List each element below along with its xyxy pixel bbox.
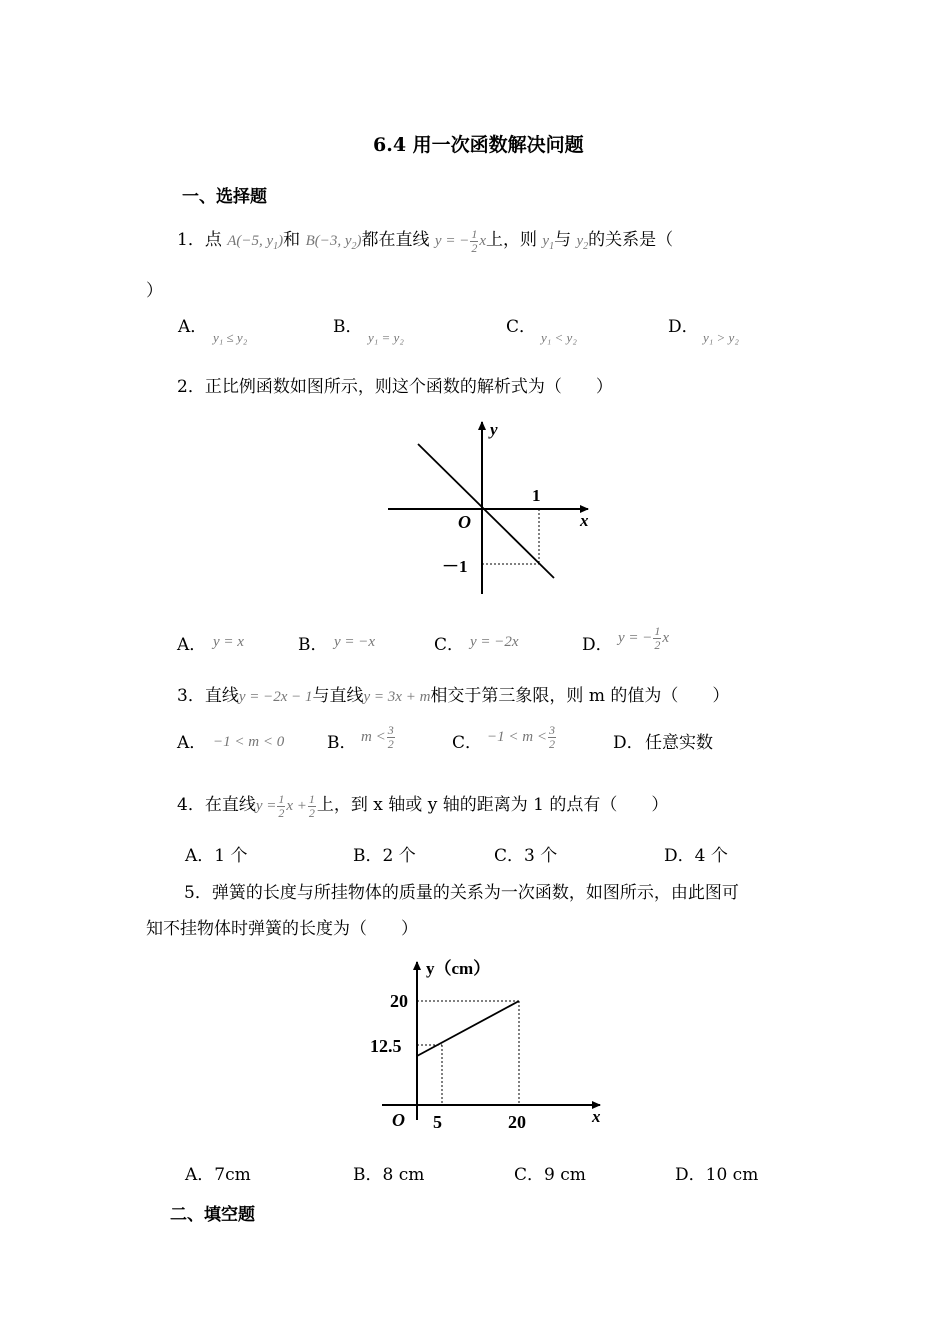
question-4: 4．在直线y = $\frac{1}{2}$ x + $\frac{1}{2}$ 上，到 x 轴或 y 轴的距离为 1 的点有（ ） xyxy=(177,792,669,820)
q1-continuation: ） xyxy=(146,281,163,301)
q3-option-a-value: −1 < m < 0 xyxy=(213,734,285,750)
q2-option-d-label: D． xyxy=(582,635,613,655)
q4-equation: y = $\frac{1}{2}$ x + $\frac{1}{2}$ xyxy=(255,792,315,820)
question-5-line-2: 知不挂物体时弹簧的长度为（ ） xyxy=(146,919,418,939)
point-a: A(−5, $y_1$) xyxy=(227,232,284,252)
q1-option-d-value: y₁ > y₂ xyxy=(703,330,739,345)
q1-text-5: 与 xyxy=(554,229,572,250)
q1-option-a-label: A． xyxy=(178,317,208,337)
q2-option-c-value: y = −2x xyxy=(470,634,519,650)
q1-text-6: 的关系是（ xyxy=(588,229,674,250)
question-1 xyxy=(177,228,673,258)
q1-option-c-value: y₁ < y₂ xyxy=(541,330,577,345)
q4-option-b: B．2 个 xyxy=(353,846,416,866)
y1-symbol: $y_1$ xyxy=(542,232,555,252)
line-equation: y = − $\frac{1}{2}$ x xyxy=(434,227,486,255)
q1-text-3: 都在直线 xyxy=(361,229,430,250)
section-heading-choice: 一、选择题 xyxy=(182,187,267,207)
q4-option-c: C．3 个 xyxy=(494,846,558,866)
q1-option-c-label: C． xyxy=(506,317,537,337)
q1-option-d-label: D． xyxy=(668,317,699,337)
q3-option-c-label: C． xyxy=(452,733,483,753)
section-heading-fill-in: 二、填空题 xyxy=(170,1205,255,1225)
q3-equation-2: y = 3x + m xyxy=(363,689,431,705)
origin-label: O xyxy=(392,1110,405,1130)
q3-option-d-label: D． xyxy=(613,733,644,753)
q1-number: 1． xyxy=(177,229,205,250)
q5-option-c: C．9 cm xyxy=(514,1165,586,1185)
function-line xyxy=(418,444,554,578)
q2-option-b-value: y = −x xyxy=(334,634,376,650)
q1-option-a-value: y₁ ≤ y₂ xyxy=(213,330,248,345)
q3-option-b-value: m < $\frac{3}{2}$ xyxy=(361,723,394,751)
q4-option-a: A．1 个 xyxy=(185,846,248,866)
question-2: 2．正比例函数如图所示，则这个函数的解析式为（ ） xyxy=(177,377,613,397)
q2-option-d-value: y = − $\frac{1}{2}$ x xyxy=(618,624,670,652)
q1-option-b-value: y₁ = y₂ xyxy=(368,330,404,345)
graph-spring-length xyxy=(360,950,620,1142)
q3-option-c-value: −1 < m < $\frac{3}{2}$ xyxy=(487,723,555,751)
q1-text-1: 点 xyxy=(204,229,222,250)
y-tick-20: 20 xyxy=(390,991,408,1011)
y2-symbol: $y_2$ xyxy=(576,232,589,252)
q5-option-a: A．7cm xyxy=(185,1165,251,1185)
x-axis-label: x xyxy=(592,1107,601,1126)
y-axis-label: y xyxy=(490,420,498,439)
question-3: 3．直线y = −2x − 1与直线y = 3x + m相交于第三象限，则 m 的值为（ ） xyxy=(177,686,730,706)
q3-option-d-value: 任意实数 xyxy=(645,733,713,753)
q1-text-2: 和 xyxy=(283,229,301,250)
x-axis-label: x xyxy=(580,511,589,530)
graph-proportional-function xyxy=(380,412,600,602)
q2-option-a-label: A． xyxy=(177,635,207,655)
q3-option-a-label: A． xyxy=(177,733,207,753)
q5-option-b: B．8 cm xyxy=(353,1165,425,1185)
origin-label: O xyxy=(458,512,471,532)
q3-equation-1: y = −2x − 1 xyxy=(238,689,313,705)
point-b: B(−3, $y_2$) xyxy=(305,232,362,252)
x-tick-label: 1 xyxy=(532,486,541,505)
q1-text-4: 上，则 xyxy=(486,229,537,250)
x-tick-20: 20 xyxy=(508,1112,526,1132)
q3-option-b-label: B． xyxy=(327,733,357,753)
q5-option-d: D．10 cm xyxy=(675,1165,759,1185)
q2-option-a-value: y = x xyxy=(213,634,244,650)
y-tick-label: －1 xyxy=(442,557,468,576)
q1-option-b-label: B． xyxy=(333,317,363,337)
q2-option-c-label: C． xyxy=(434,635,465,655)
function-line xyxy=(417,1001,519,1056)
y-tick-12-5: 12.5 xyxy=(370,1036,402,1056)
q2-option-b-label: B． xyxy=(298,635,328,655)
x-tick-5: 5 xyxy=(433,1112,442,1132)
page-title: 6.4 用一次函数解决问题 xyxy=(373,134,584,156)
q4-option-d: D．4 个 xyxy=(664,846,728,866)
question-5-line-1: 5．弹簧的长度与所挂物体的质量的关系为一次函数，如图所示，由此图可 xyxy=(184,883,739,903)
y-axis-label: y（cm） xyxy=(426,959,491,978)
